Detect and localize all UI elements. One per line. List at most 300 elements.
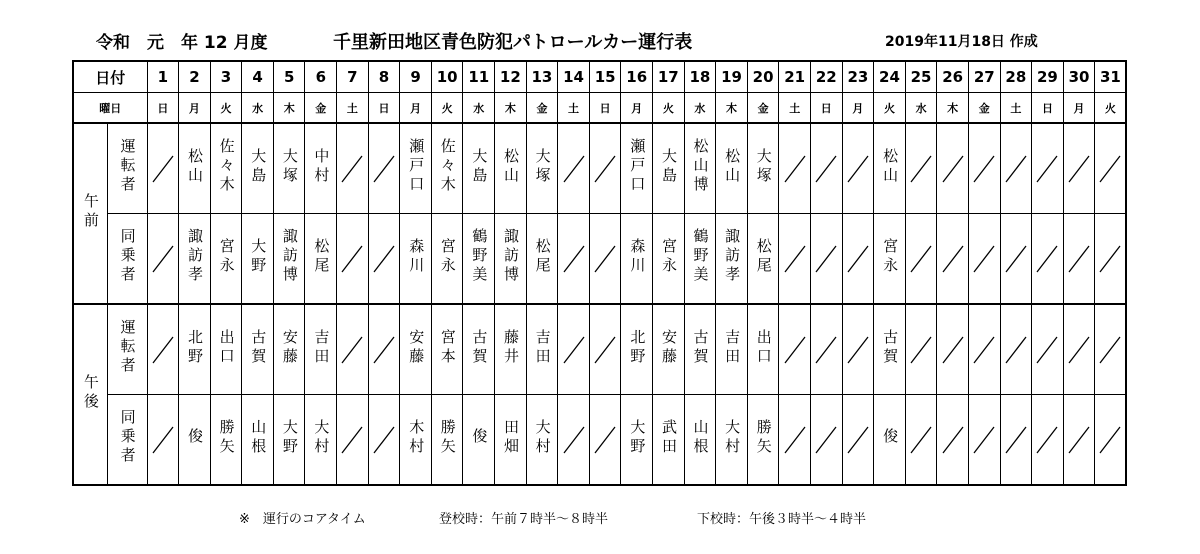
person-name: 古賀 xyxy=(249,328,268,367)
weekday: 木 xyxy=(273,93,305,124)
empty-slot xyxy=(779,214,811,305)
day-number: 11 xyxy=(463,61,495,93)
person-name: 北野 xyxy=(628,328,647,367)
person-name: 吉田 xyxy=(723,328,742,367)
person-name: 北野 xyxy=(186,328,205,367)
day-number: 18 xyxy=(684,61,716,93)
weekday: 日 xyxy=(368,93,400,124)
person-name: 大村 xyxy=(723,418,742,457)
empty-slot xyxy=(589,123,621,214)
name-cell xyxy=(684,214,716,305)
empty-slot xyxy=(968,123,1000,214)
diagonal-slash xyxy=(1098,244,1122,274)
name-cell xyxy=(653,304,685,395)
empty-slot xyxy=(589,395,621,486)
diagonal-slash xyxy=(593,335,617,365)
diagonal-slash xyxy=(846,154,870,184)
empty-slot xyxy=(558,214,590,305)
empty-slot xyxy=(1063,123,1095,214)
name-cell xyxy=(305,123,337,214)
name-cell xyxy=(526,304,558,395)
weekday: 金 xyxy=(968,93,1000,124)
diagonal-slash xyxy=(783,244,807,274)
weekday: 火 xyxy=(431,93,463,124)
empty-slot xyxy=(558,123,590,214)
person-name: 古賀 xyxy=(881,328,900,367)
diagonal-slash xyxy=(846,335,870,365)
person-name: 宮永 xyxy=(659,237,678,276)
empty-slot xyxy=(968,304,1000,395)
person-name: 勝矢 xyxy=(217,418,236,457)
day-header-label: 日付 xyxy=(73,61,147,93)
person-name: 大島 xyxy=(249,147,268,186)
empty-slot xyxy=(937,304,969,395)
weekday: 水 xyxy=(242,93,274,124)
diagonal-slash xyxy=(1098,154,1122,184)
empty-slot xyxy=(1095,395,1127,486)
person-name: 松尾 xyxy=(533,237,552,276)
empty-slot xyxy=(1000,395,1032,486)
person-name: 松山 xyxy=(723,147,742,186)
diagonal-slash xyxy=(972,244,996,274)
period-am xyxy=(73,123,107,304)
weekday: 火 xyxy=(653,93,685,124)
name-cell xyxy=(179,123,211,214)
empty-slot xyxy=(842,304,874,395)
person-name: 鶴野美 xyxy=(470,228,489,285)
day-number: 6 xyxy=(305,61,337,93)
role-passenger xyxy=(107,395,147,486)
empty-slot xyxy=(779,395,811,486)
name-cell xyxy=(621,395,653,486)
person-name: 鶴野美 xyxy=(691,228,710,285)
person-name: 武田 xyxy=(659,418,678,457)
person-name: 大島 xyxy=(659,147,678,186)
role-label: 同乗者 xyxy=(118,228,137,285)
person-name: 安藤 xyxy=(659,328,678,367)
name-cell xyxy=(526,123,558,214)
person-name: 松山博 xyxy=(691,138,710,195)
day-number: 7 xyxy=(337,61,369,93)
empty-slot xyxy=(337,214,369,305)
day-number: 19 xyxy=(716,61,748,93)
person-name: 諏訪博 xyxy=(501,228,520,285)
name-cell xyxy=(273,395,305,486)
day-number: 12 xyxy=(495,61,527,93)
weekday: 水 xyxy=(463,93,495,124)
diagonal-slash xyxy=(340,154,364,184)
weekday: 日 xyxy=(589,93,621,124)
empty-slot xyxy=(589,214,621,305)
diagonal-slash xyxy=(372,335,396,365)
person-name: 大野 xyxy=(628,418,647,457)
person-name: 俊 xyxy=(470,428,489,447)
name-cell xyxy=(747,123,779,214)
weekday: 金 xyxy=(305,93,337,124)
name-cell xyxy=(210,304,242,395)
empty-slot xyxy=(842,214,874,305)
name-cell xyxy=(179,395,211,486)
name-cell xyxy=(463,304,495,395)
empty-slot xyxy=(1000,123,1032,214)
diagonal-slash xyxy=(151,335,175,365)
role-label: 運転者 xyxy=(118,138,137,195)
empty-slot xyxy=(842,123,874,214)
empty-slot xyxy=(1032,214,1064,305)
person-name: 古賀 xyxy=(691,328,710,367)
name-cell xyxy=(747,214,779,305)
person-name: 松山 xyxy=(881,147,900,186)
empty-slot xyxy=(905,304,937,395)
name-cell xyxy=(305,304,337,395)
empty-slot xyxy=(842,395,874,486)
day-number: 14 xyxy=(558,61,590,93)
name-cell xyxy=(242,123,274,214)
weekday: 金 xyxy=(747,93,779,124)
diagonal-slash xyxy=(846,425,870,455)
day-number: 26 xyxy=(937,61,969,93)
weekday: 月 xyxy=(842,93,874,124)
name-cell xyxy=(431,304,463,395)
day-number: 22 xyxy=(810,61,842,93)
empty-slot xyxy=(368,123,400,214)
name-cell xyxy=(716,395,748,486)
empty-slot xyxy=(937,123,969,214)
person-name: 松山 xyxy=(501,147,520,186)
empty-slot xyxy=(1063,304,1095,395)
name-cell xyxy=(747,395,779,486)
diagonal-slash xyxy=(941,244,965,274)
weekday: 木 xyxy=(937,93,969,124)
person-name: 松尾 xyxy=(312,237,331,276)
name-cell xyxy=(305,395,337,486)
empty-slot xyxy=(1095,123,1127,214)
day-number: 4 xyxy=(242,61,274,93)
name-cell xyxy=(179,214,211,305)
day-number: 10 xyxy=(431,61,463,93)
name-cell xyxy=(400,214,432,305)
empty-slot xyxy=(1063,395,1095,486)
day-number: 27 xyxy=(968,61,1000,93)
person-name: 俊 xyxy=(881,428,900,447)
person-name: 大塚 xyxy=(280,147,299,186)
name-cell xyxy=(653,214,685,305)
diagonal-slash xyxy=(372,244,396,274)
diagonal-slash xyxy=(941,425,965,455)
person-name: 藤井 xyxy=(501,328,520,367)
name-cell xyxy=(431,395,463,486)
weekday: 火 xyxy=(874,93,906,124)
name-cell xyxy=(273,304,305,395)
day-number: 13 xyxy=(526,61,558,93)
diagonal-slash xyxy=(372,425,396,455)
empty-slot xyxy=(1032,304,1064,395)
diagonal-slash xyxy=(340,244,364,274)
schedule-table xyxy=(72,60,1127,486)
name-cell xyxy=(210,214,242,305)
empty-slot xyxy=(1000,214,1032,305)
name-cell xyxy=(526,395,558,486)
name-cell xyxy=(463,395,495,486)
weekday: 水 xyxy=(905,93,937,124)
person-name: 山根 xyxy=(249,418,268,457)
role-passenger xyxy=(107,214,147,305)
empty-slot xyxy=(1095,214,1127,305)
diagonal-slash xyxy=(972,425,996,455)
empty-slot xyxy=(589,304,621,395)
diagonal-slash xyxy=(783,154,807,184)
person-name: 大村 xyxy=(533,418,552,457)
empty-slot xyxy=(368,214,400,305)
person-name: 瀬戸口 xyxy=(407,138,426,195)
empty-slot xyxy=(968,214,1000,305)
diagonal-slash xyxy=(1067,154,1091,184)
weekday-header-label: 曜日 xyxy=(73,93,147,124)
person-name: 勝矢 xyxy=(438,418,457,457)
day-number: 30 xyxy=(1063,61,1095,93)
empty-slot xyxy=(1063,214,1095,305)
empty-slot xyxy=(1032,123,1064,214)
person-name: 大野 xyxy=(280,418,299,457)
name-cell xyxy=(400,304,432,395)
day-number: 17 xyxy=(653,61,685,93)
name-cell xyxy=(495,123,527,214)
person-name: 宮永 xyxy=(438,237,457,276)
diagonal-slash xyxy=(814,335,838,365)
empty-slot xyxy=(558,304,590,395)
person-name: 勝矢 xyxy=(754,418,773,457)
name-cell xyxy=(874,123,906,214)
empty-slot xyxy=(147,214,179,305)
diagonal-slash xyxy=(1035,244,1059,274)
afternoon-core-time: 下校時：午後３時半～４時半 xyxy=(697,512,867,527)
diagonal-slash xyxy=(1004,425,1028,455)
name-cell xyxy=(684,123,716,214)
name-cell xyxy=(653,395,685,486)
diagonal-slash xyxy=(1067,335,1091,365)
name-cell xyxy=(874,214,906,305)
diagonal-slash xyxy=(151,425,175,455)
empty-slot xyxy=(905,214,937,305)
empty-slot xyxy=(779,123,811,214)
diagonal-slash xyxy=(593,154,617,184)
weekday: 土 xyxy=(337,93,369,124)
empty-slot xyxy=(810,395,842,486)
name-cell xyxy=(621,123,653,214)
person-name: 諏訪孝 xyxy=(186,228,205,285)
person-name: 古賀 xyxy=(470,328,489,367)
diagonal-slash xyxy=(909,425,933,455)
empty-slot xyxy=(937,214,969,305)
diagonal-slash xyxy=(972,154,996,184)
person-name: 木村 xyxy=(407,418,426,457)
diagonal-slash xyxy=(941,335,965,365)
day-number: 20 xyxy=(747,61,779,93)
person-name: 松山 xyxy=(186,147,205,186)
person-name: 田畑 xyxy=(501,418,520,457)
diagonal-slash xyxy=(562,335,586,365)
person-name: 瀬戸口 xyxy=(628,138,647,195)
name-cell xyxy=(273,123,305,214)
person-name: 大島 xyxy=(470,147,489,186)
diagonal-slash xyxy=(1035,154,1059,184)
name-cell xyxy=(495,304,527,395)
diagonal-slash xyxy=(909,244,933,274)
weekday: 日 xyxy=(147,93,179,124)
empty-slot xyxy=(1032,395,1064,486)
diagonal-slash xyxy=(151,244,175,274)
diagonal-slash xyxy=(1004,154,1028,184)
diagonal-slash xyxy=(1035,335,1059,365)
weekday: 月 xyxy=(400,93,432,124)
period-pm xyxy=(73,304,107,485)
name-cell xyxy=(431,123,463,214)
empty-slot xyxy=(147,123,179,214)
morning-core-time: 登校時：午前７時半～８時半 xyxy=(439,512,609,527)
diagonal-slash xyxy=(151,154,175,184)
name-cell xyxy=(210,395,242,486)
name-cell xyxy=(495,214,527,305)
day-number: 9 xyxy=(400,61,432,93)
diagonal-slash xyxy=(1098,335,1122,365)
person-name: 諏訪博 xyxy=(280,228,299,285)
empty-slot xyxy=(905,395,937,486)
created-date: 2019年11月18日 作成 xyxy=(885,34,1038,50)
page-title: 千里新田地区青色防犯パトロールカー運行表 xyxy=(333,32,693,53)
day-number: 23 xyxy=(842,61,874,93)
diagonal-slash xyxy=(814,425,838,455)
core-time-note: ※ 運行のコアタイム xyxy=(239,512,366,527)
day-number: 16 xyxy=(621,61,653,93)
empty-slot xyxy=(905,123,937,214)
person-name: 大塚 xyxy=(754,147,773,186)
empty-slot xyxy=(368,304,400,395)
diagonal-slash xyxy=(562,244,586,274)
person-name: 安藤 xyxy=(407,328,426,367)
name-cell xyxy=(874,304,906,395)
day-number: 25 xyxy=(905,61,937,93)
person-name: 松尾 xyxy=(754,237,773,276)
name-cell xyxy=(463,214,495,305)
weekday: 月 xyxy=(621,93,653,124)
name-cell xyxy=(242,395,274,486)
person-name: 宮永 xyxy=(217,237,236,276)
name-cell xyxy=(400,395,432,486)
name-cell xyxy=(621,214,653,305)
person-name: 吉田 xyxy=(312,328,331,367)
name-cell xyxy=(400,123,432,214)
name-cell xyxy=(716,304,748,395)
weekday: 木 xyxy=(495,93,527,124)
person-name: 山根 xyxy=(691,418,710,457)
diagonal-slash xyxy=(562,154,586,184)
person-name: 佐々木 xyxy=(438,138,457,195)
person-name: 佐々木 xyxy=(217,138,236,195)
weekday: 月 xyxy=(1063,93,1095,124)
diagonal-slash xyxy=(814,244,838,274)
day-number: 21 xyxy=(779,61,811,93)
diagonal-slash xyxy=(972,335,996,365)
name-cell xyxy=(684,304,716,395)
name-cell xyxy=(463,123,495,214)
empty-slot xyxy=(937,395,969,486)
day-number: 31 xyxy=(1095,61,1127,93)
name-cell xyxy=(431,214,463,305)
day-number: 3 xyxy=(210,61,242,93)
name-cell xyxy=(179,304,211,395)
day-number: 29 xyxy=(1032,61,1064,93)
name-cell xyxy=(242,214,274,305)
diagonal-slash xyxy=(846,244,870,274)
diagonal-slash xyxy=(1004,335,1028,365)
person-name: 諏訪孝 xyxy=(723,228,742,285)
empty-slot xyxy=(968,395,1000,486)
weekday: 火 xyxy=(210,93,242,124)
person-name: 大塚 xyxy=(533,147,552,186)
diagonal-slash xyxy=(340,425,364,455)
person-name: 出口 xyxy=(754,328,773,367)
empty-slot xyxy=(1000,304,1032,395)
weekday: 火 xyxy=(1095,93,1127,124)
empty-slot xyxy=(779,304,811,395)
empty-slot xyxy=(810,304,842,395)
name-cell xyxy=(242,304,274,395)
name-cell xyxy=(874,395,906,486)
empty-slot xyxy=(810,123,842,214)
diagonal-slash xyxy=(562,425,586,455)
diagonal-slash xyxy=(593,425,617,455)
person-name: 森川 xyxy=(628,237,647,276)
weekday: 土 xyxy=(779,93,811,124)
name-cell xyxy=(621,304,653,395)
weekday: 日 xyxy=(810,93,842,124)
person-name: 出口 xyxy=(217,328,236,367)
name-cell xyxy=(653,123,685,214)
day-number: 15 xyxy=(589,61,621,93)
empty-slot xyxy=(147,395,179,486)
diagonal-slash xyxy=(814,154,838,184)
diagonal-slash xyxy=(909,335,933,365)
weekday: 月 xyxy=(179,93,211,124)
name-cell xyxy=(305,214,337,305)
person-name: 俊 xyxy=(186,428,205,447)
day-number: 8 xyxy=(368,61,400,93)
role-label: 運転者 xyxy=(118,319,137,376)
day-number: 28 xyxy=(1000,61,1032,93)
name-cell xyxy=(495,395,527,486)
diagonal-slash xyxy=(909,154,933,184)
empty-slot xyxy=(337,123,369,214)
name-cell xyxy=(716,214,748,305)
diagonal-slash xyxy=(783,425,807,455)
diagonal-slash xyxy=(1067,425,1091,455)
diagonal-slash xyxy=(783,335,807,365)
weekday: 土 xyxy=(558,93,590,124)
empty-slot xyxy=(810,214,842,305)
empty-slot xyxy=(147,304,179,395)
day-number: 1 xyxy=(147,61,179,93)
person-name: 森川 xyxy=(407,237,426,276)
diagonal-slash xyxy=(593,244,617,274)
name-cell xyxy=(273,214,305,305)
person-name: 大野 xyxy=(249,237,268,276)
weekday: 金 xyxy=(526,93,558,124)
weekday: 土 xyxy=(1000,93,1032,124)
day-number: 24 xyxy=(874,61,906,93)
empty-slot xyxy=(1095,304,1127,395)
weekday: 木 xyxy=(716,93,748,124)
person-name: 中村 xyxy=(312,147,331,186)
